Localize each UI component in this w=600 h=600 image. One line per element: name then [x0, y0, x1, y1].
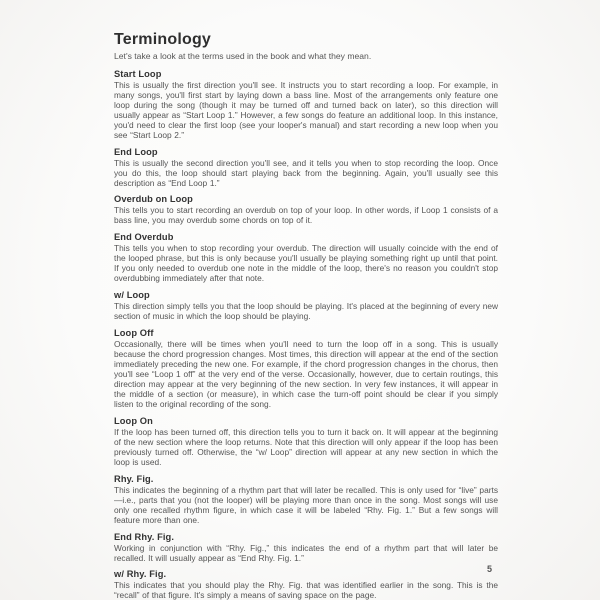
section-heading: Loop Off	[114, 327, 154, 338]
section-heading: Overdub on Loop	[114, 194, 193, 205]
section-heading: End Overdub	[114, 232, 174, 243]
page-content	[114, 31, 498, 600]
terminology-section	[114, 569, 498, 600]
terminology-section	[114, 532, 498, 563]
section-body: This direction simply tells you that the loop should be playing. It's placed at the beginning of every new section of music in which the loop should be playing.	[114, 300, 498, 321]
section-body: Occasionally, there will be times when you'll need to turn the loop off in a song. This is usually because the chord progression changes. Most times, this direction will appear at the end of the section immediately preceding the new one. For example, if the chord progression changes in the chorus, then you'll see “Loop 1 off” at the very end of the verse. Occasionally, however, due to certain routings, this direction may appear at the very beginning of the new section. In very few instances, it will appear in the middle of a section (or measure), in which case the turn-off point should be clear if you simply listen to the original recording of the song.	[114, 338, 498, 410]
section-heading: Loop On	[114, 415, 153, 426]
terminology-section	[114, 416, 498, 467]
section-heading: Start Loop	[114, 68, 162, 79]
terminology-sections	[114, 69, 498, 600]
terminology-section	[114, 474, 498, 525]
section-heading: w/ Loop	[114, 289, 150, 300]
section-body: This indicates the beginning of a rhythm part that will later be recalled. This is only used for “live” parts—i.e., parts that you (not the looper) will be playing more than once in the song. Most songs will use only one recalled rhythm figure, in which case it will be labeled “Rhy. Fig. 1.” But a few songs will feature more than one.	[114, 484, 498, 525]
section-heading: Rhy. Fig.	[114, 473, 154, 484]
terminology-section	[114, 328, 498, 410]
section-body: Working in conjunction with “Rhy. Fig.,” this indicates the end of a rhythm part that will later be recalled. It will usually appear as “End Rhy. Fig. 1.”	[114, 542, 498, 563]
page-number: 5	[487, 564, 493, 574]
section-body: This tells you to start recording an overdub on top of your loop. In other words, if Loop 1 consists of a bass line, you may overdub some chords on top of it.	[114, 205, 498, 226]
terminology-section	[114, 232, 498, 283]
section-body: This tells you when to stop recording your overdub. The direction will usually coincide with the end of the looped phrase, but this is only because you'll usually be playing something right up until that point. If you only needed to overdub one note in the middle of the loop, there's no reason you couldn't stop overdubbing immediately after that note.	[114, 243, 498, 284]
section-heading: w/ Rhy. Fig.	[114, 569, 167, 580]
section-body: If the loop has been turned off, this direction tells you to turn it back on. It will appear at the beginning of the new section where the loop returns. Note that this direction will only appear if the loop has been previously turned off. Otherwise, the “w/ Loop” direction will appear at any new section in which the loop is used.	[114, 426, 498, 468]
terminology-section	[114, 290, 498, 321]
terminology-section	[114, 69, 498, 141]
section-body: This is usually the first direction you'll see. It instructs you to start recording a loop. For example, in many songs, you'll first start by laying down a bass line. Most of the arrangements only feature one loop during the song (though it may be turned off and turned back on later), so this direction will usually appear as “Start Loop 1.” However, a few songs do feature an additional loop. In this instance, you'd need to clear the first loop (see your looper's manual) and start recording a new loop when you see “Start Loop 2.”	[114, 79, 498, 140]
page-subtitle: Let's take a look at the terms used in the book and what they mean.	[114, 51, 372, 61]
terminology-section	[114, 147, 498, 188]
terminology-section	[114, 194, 498, 225]
section-heading: End Rhy. Fig.	[114, 531, 175, 542]
section-body: This indicates that you should play the Rhy. Fig. that was identified earlier in the song. This is the “recall” of that figure. It's simply a means of saving space on the page.	[114, 580, 498, 600]
page-title: Terminology	[114, 31, 212, 48]
section-body: This is usually the second direction you'll see, and it tells you when to stop recording the loop. Once you do this, the loop should start playing back from the beginning. Again, you'll usually see this description as “End Loop 1.”	[114, 157, 498, 188]
section-heading: End Loop	[114, 146, 158, 157]
